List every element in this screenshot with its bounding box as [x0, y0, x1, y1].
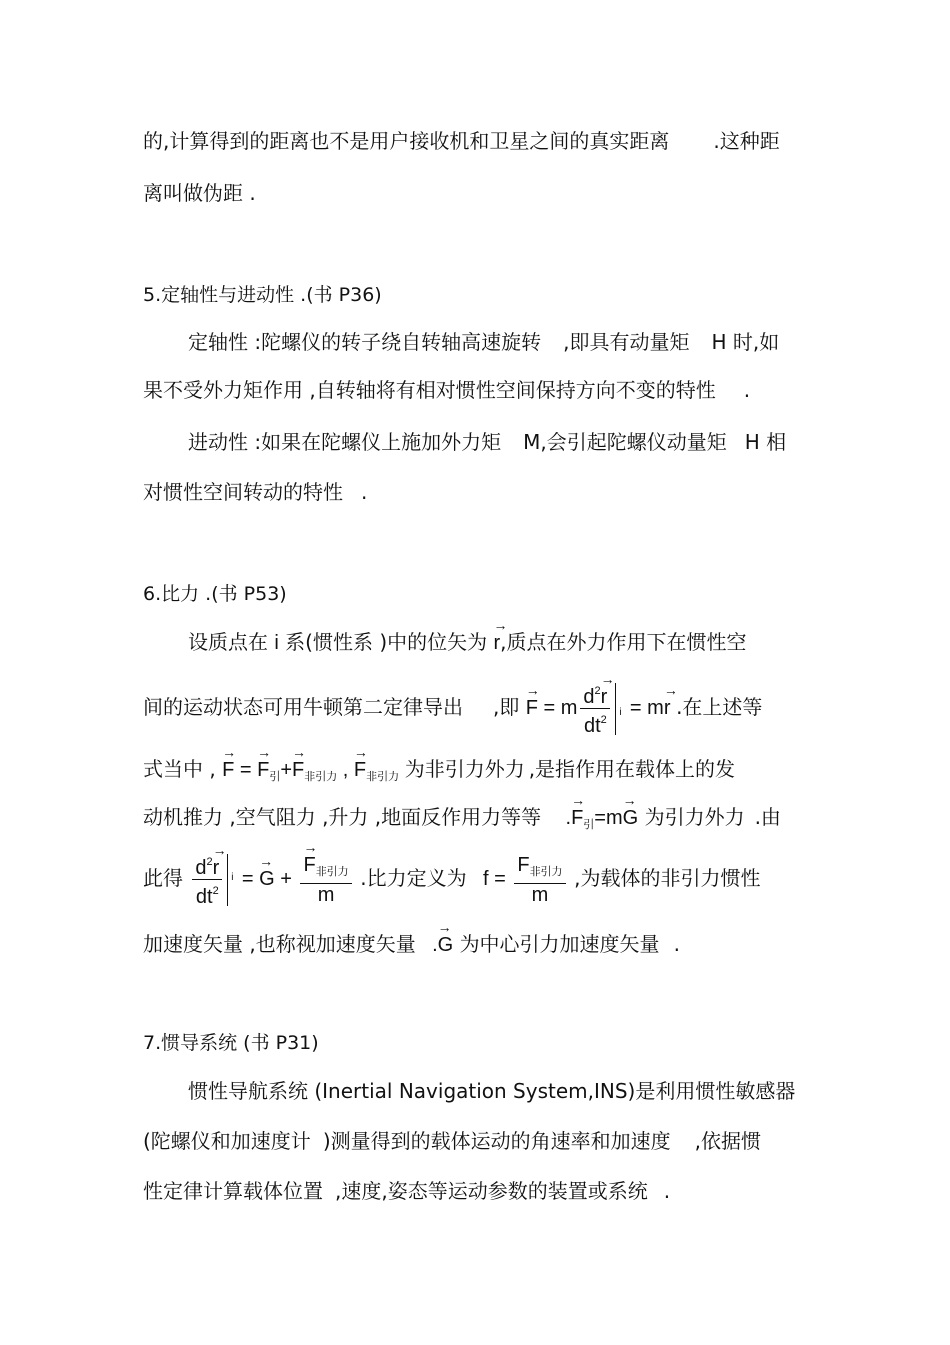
evaluation-bar	[227, 854, 236, 906]
mass-m: m	[317, 883, 335, 906]
text: 此得	[143, 866, 183, 890]
section-heading	[143, 281, 382, 309]
text: 离叫做伪距 .	[143, 181, 256, 205]
text: ,是指作用在载体上的发	[528, 757, 736, 781]
text: H 相	[744, 430, 787, 454]
plus-sign: +	[280, 759, 293, 781]
equals-sign: =	[543, 696, 556, 719]
mass-m: m	[531, 883, 549, 906]
paragraph-line	[143, 930, 680, 959]
text: 为引力外力	[644, 805, 745, 829]
text: 为中心引力加速度矢量	[459, 932, 660, 956]
text: 果不受外力矩作用 ,自转轴将有相对惯性空间保持方向不变的特性	[143, 378, 716, 402]
force-F: F	[517, 853, 530, 876]
vector-F-nongravity: → F	[292, 756, 304, 784]
gravity-vector: .→ G	[432, 934, 453, 956]
heading-text: 6.比力 .(书 P53)	[143, 583, 287, 605]
vector-G: → G	[259, 849, 275, 909]
text: 为非引力外力	[404, 757, 525, 781]
evaluation-bar	[615, 683, 624, 735]
text: 对惯性空间转动的特性	[143, 480, 343, 504]
subscript-feiyinli: 非引力	[304, 771, 338, 783]
specific-force-definition	[473, 853, 574, 906]
paragraph-line	[143, 1177, 670, 1205]
text: ,速度,姿态等运动参数的装置或系统	[335, 1179, 648, 1203]
vector-F-nongravity: → F	[303, 854, 315, 876]
force-decomposition: → F = → $F_引+\to F_{非引力}$ , → $F_{非引力}$	[222, 759, 405, 781]
text: 动机推力 ,空气阻力 ,升力 ,地面反作用力等等	[143, 805, 542, 829]
mass-m: m	[560, 696, 578, 719]
paragraph-line	[143, 848, 760, 909]
paragraph-line	[143, 1127, 761, 1155]
heading-text: 5.定轴性与进动性 .(书 P36)	[143, 284, 382, 306]
plus-sign: +	[280, 868, 292, 890]
vector-G: → G	[623, 804, 639, 832]
text: .	[663, 1179, 671, 1203]
paragraph-line	[188, 1077, 795, 1105]
text: 进动性 :如果在陀螺仪上施加外力矩	[188, 430, 502, 454]
section-heading	[143, 1029, 319, 1057]
paragraph-line	[143, 376, 750, 404]
exponent: 2	[594, 685, 601, 697]
dt-symbol: dt	[583, 715, 601, 737]
text: ,质点在外力作用下在惯性空	[500, 630, 747, 654]
force-over-mass	[300, 854, 351, 906]
text: 系(惯性系 )中的位矢为	[285, 630, 488, 654]
text: ,依据惯	[694, 1129, 761, 1153]
section-heading	[143, 580, 287, 608]
text: )测量得到的载体运动的角速率和加速度	[322, 1129, 671, 1153]
paragraph-line	[143, 179, 256, 207]
text: .	[361, 480, 368, 504]
vector-F-nongravity: → F	[354, 756, 366, 784]
heading-text: 7.惯导系统 (书 P31)	[143, 1032, 319, 1054]
equals-sign: =	[239, 759, 252, 781]
paragraph-line	[143, 478, 367, 506]
specific-force-f: f	[482, 868, 489, 890]
text: ,即	[493, 694, 520, 719]
text: .在上述等	[676, 694, 763, 719]
text: .这种距	[713, 129, 780, 153]
text: .	[673, 932, 680, 956]
text: .由	[754, 805, 781, 829]
equals-sign: =	[241, 868, 254, 890]
d-symbol: d	[583, 686, 595, 708]
paragraph-line	[188, 328, 779, 356]
d-symbol: d	[195, 857, 207, 880]
paragraph-line	[143, 755, 735, 791]
vector-F: → F	[222, 756, 234, 784]
text: ,为载体的非引力惯性	[574, 866, 761, 890]
exponent: 2	[206, 856, 213, 869]
text: 间的运动状态可用牛顿第二定律导出	[143, 694, 463, 719]
mass-m: m	[605, 807, 623, 829]
force-over-mass	[514, 854, 565, 906]
exponent: 2	[600, 714, 607, 726]
mass-m: m	[647, 696, 664, 719]
vector-F: → F	[526, 684, 538, 732]
vector-r: → r	[601, 686, 608, 708]
subscript-yin: 引	[269, 771, 281, 783]
subscript-feiyinli: 非引力	[529, 865, 563, 878]
subscript-yin: 引	[583, 819, 595, 831]
text: .比力定义为	[360, 866, 467, 890]
paragraph-line	[188, 628, 747, 657]
subscript-feiyinli: 非引力	[315, 865, 349, 878]
paragraph-line	[143, 680, 762, 737]
text: ,即具有动量矩	[563, 330, 690, 354]
equals-sign: =	[629, 696, 642, 719]
text: 定轴性 :陀螺仪的转子绕自转轴高速旋转	[188, 330, 542, 354]
equals-sign: =	[594, 807, 606, 829]
text: 加速度矢量 ,也称视加速度矢量	[143, 932, 416, 956]
second-derivative	[580, 680, 610, 737]
dt-symbol: dt	[195, 886, 213, 909]
equals-sign: =	[494, 868, 506, 890]
text: .	[743, 378, 751, 402]
paragraph-line	[188, 428, 786, 456]
symbol-i: i	[274, 632, 279, 654]
text: 设质点在	[188, 630, 268, 654]
subscript-feiyinli: 非引力	[366, 771, 400, 783]
text: 的,计算得到的距离也不是用户接收机和卫星之间的真实距离	[143, 129, 670, 153]
text: M,会引起陀螺仪动量矩	[523, 430, 727, 454]
vector-r: → r	[213, 857, 220, 879]
specific-force-equation	[189, 853, 360, 909]
vector-r-ddot: → r	[664, 684, 671, 732]
text: 性定律计算载体位置	[143, 1179, 323, 1203]
text: H 时,如	[711, 330, 780, 354]
vector-G: → G	[438, 931, 454, 959]
gravity-equation: .→ $F_引=m\to G$	[566, 807, 639, 829]
text: 式当中 ,	[143, 757, 216, 781]
paragraph-line	[143, 127, 780, 155]
vector-F-gravity: → F	[571, 804, 583, 832]
text: 惯性导航系统 (Inertial Navigation System,INS)是利用惯性敏感器	[188, 1079, 796, 1103]
vector-F-gravity: → F	[257, 756, 269, 784]
paragraph-line	[143, 803, 781, 839]
text: (陀螺仪和加速度计	[143, 1129, 311, 1153]
second-derivative	[192, 851, 222, 908]
vector-r: → r	[494, 629, 501, 657]
newton-equation	[525, 685, 676, 737]
exponent: 2	[212, 885, 219, 898]
